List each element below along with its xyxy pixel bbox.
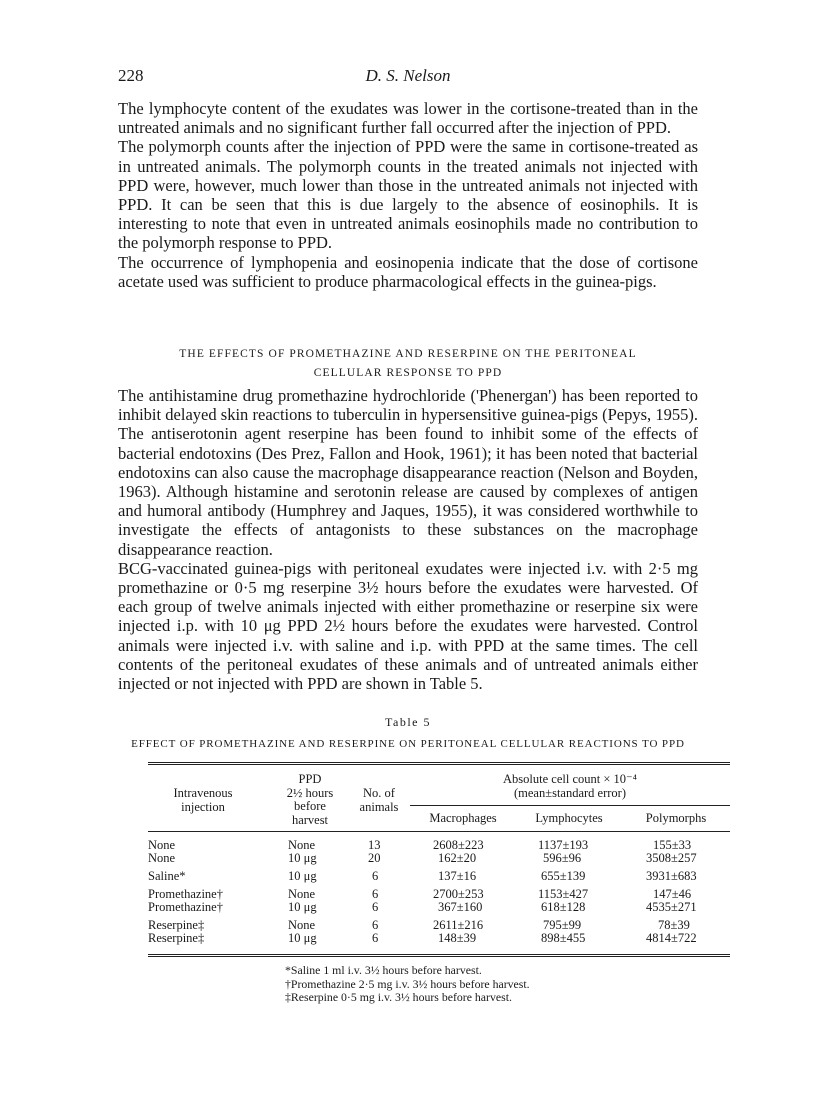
cell-polymorphs: 3508±257 (646, 851, 697, 865)
cell-ppd: None (288, 838, 316, 852)
cell-macrophages: 2700±253 (433, 887, 484, 901)
body-text-block-2 (118, 386, 698, 693)
paragraph: The polymorph counts after the injection of PPD were the same in cortisone-treated as in untreated animals. The polymorph counts in the treated animals not injected with PPD were, however, much lower than those in the untreated animals not injected with PPD. It can be seen that this is due largely to the absence of eosinophils. It is interesting to note that even in untreated animals eosinophils made no contribution to the polymorph response to PPD. (118, 137, 698, 253)
header-text: animals (359, 799, 399, 814)
cell-polymorphs: 3931±683 (646, 869, 697, 883)
table-top-rule (148, 762, 730, 765)
header-text: Absolute cell count × 10⁻⁴ (503, 772, 637, 786)
table-caption: Table 5 (385, 715, 431, 729)
cell-lymphocytes: 1153±427 (538, 887, 589, 901)
header-text: injection (181, 799, 225, 814)
footnote: ‡Reserpine 0·5 mg i.v. 3½ hours before harvest. (285, 990, 512, 1004)
cell-polymorphs: 155±33 (653, 838, 692, 852)
cell-polymorphs: 147±46 (653, 887, 692, 901)
paragraph: The lymphocyte content of the exudates was lower in the cortisone-treated than in the untreated animals and no significant further fall occurred after the injection of PPD. (118, 99, 698, 138)
header-intravenous-injection (148, 787, 258, 814)
cell-animals: 6 (372, 931, 379, 945)
cell-ppd: None (288, 918, 316, 932)
header-ppd (270, 773, 350, 827)
header-text: Intravenous (173, 786, 233, 800)
table-footnotes (285, 964, 530, 1005)
cell-polymorphs: 4535±271 (646, 900, 697, 914)
header-text: No. of (363, 786, 395, 800)
cell-macrophages: 2611±216 (433, 918, 484, 932)
section-heading (118, 345, 698, 383)
cell-macrophages: 162±20 (438, 851, 477, 865)
page-header (118, 66, 698, 90)
span-rule (410, 805, 730, 806)
header-text: PPD (298, 772, 322, 786)
paragraph: The occurrence of lymphopenia and eosinopenia indicate that the dose of cortisone acetate used was sufficient to produce pharmacological effects in the guinea-pigs. (118, 252, 698, 291)
cell-ppd: 10 μg (288, 900, 317, 914)
page-number: 228 (118, 66, 144, 85)
cell-polymorphs: 78±39 (658, 918, 690, 932)
cell-injection: None (148, 838, 176, 852)
cell-animals: 20 (368, 851, 381, 865)
table-title: EFFECT OF PROMETHAZINE AND RESERPINE ON PERITONEAL CELLULAR REACTIONS TO PPD (131, 738, 685, 750)
header-text: (mean±standard error) (513, 785, 626, 800)
cell-injection: Reserpine‡ (148, 918, 205, 932)
cell-ppd: 10 μg (288, 931, 317, 945)
cell-injection: Saline* (148, 869, 186, 883)
footnote: †Promethazine 2·5 mg i.v. 3½ hours before harvest. (285, 976, 530, 991)
cell-ppd: 10 μg (288, 869, 317, 883)
header-text: before (294, 799, 326, 813)
cell-lymphocytes: 1137±193 (538, 838, 589, 852)
cell-injection: Reserpine‡ (148, 931, 205, 945)
header-text: harvest (291, 812, 329, 827)
header-macrophages: Macrophages (429, 811, 497, 825)
cell-animals: 6 (372, 887, 379, 901)
cell-macrophages: 137±16 (438, 869, 477, 883)
cell-animals: 6 (372, 900, 379, 914)
cell-animals: 13 (368, 838, 381, 852)
header-lymphocytes: Lymphocytes (535, 811, 603, 825)
cell-animals: 6 (372, 918, 379, 932)
header-polymorphs: Polymorphs (645, 811, 707, 825)
cell-lymphocytes: 655±139 (541, 869, 586, 883)
cell-polymorphs: 4814±722 (646, 931, 697, 945)
cell-macrophages: 2608±223 (433, 838, 484, 852)
cell-macrophages: 367±160 (438, 900, 483, 914)
body-text-block-1 (118, 99, 698, 291)
running-head-author: D. S. Nelson (365, 66, 451, 85)
section-heading-line: THE EFFECTS OF PROMETHAZINE AND RESERPINE ON THE PERITONEAL (179, 348, 637, 360)
header-number-of-animals (348, 787, 410, 814)
cell-ppd: None (288, 887, 316, 901)
cell-macrophages: 148±39 (438, 931, 477, 945)
footnote: *Saline 1 ml i.v. 3½ hours before harvest. (285, 963, 482, 977)
cell-animals: 6 (372, 869, 379, 883)
cell-ppd: 10 μg (288, 851, 317, 865)
section-heading-line: CELLULAR RESPONSE TO PPD (313, 367, 503, 379)
cell-injection: Promethazine† (148, 900, 223, 914)
cell-injection: Promethazine† (148, 887, 223, 901)
header-rule (148, 831, 730, 832)
cell-lymphocytes: 618±128 (541, 900, 586, 914)
cell-injection: None (148, 851, 176, 865)
paragraph: The antihistamine drug promethazine hydrochloride ('Phenergan') has been reported to inhibit delayed skin reactions to tuberculin in hypersensitive guinea-pigs (Pepys, 1955). The antiserotonin agent reserpine has been found to inhibit some of the effects of bacterial endotoxins (Des Prez, Fallon and Hook, 1961); it has been noted that bacterial endotoxins can also cause the macrophage disappearance reaction (Nelson and Boyden, 1963). Although histamine and serotonin release are caused by complexes of antigen and humoral antibody (Humphrey and Jaques, 1955), it was considered worthwhile to investigate the effects of antagonists to these substances on the macrophage disappearance reaction. (118, 386, 698, 559)
table-bottom-rule (148, 954, 730, 957)
header-absolute-cell-count (410, 773, 730, 800)
cell-lymphocytes: 596±96 (543, 851, 582, 865)
paragraph: BCG-vaccinated guinea-pigs with peritoneal exudates were injected i.v. with 2·5 mg promethazine or 0·5 mg reserpine 3½ hours before the exudates were harvested. Of each group of twelve animals injected with either promethazine or reserpine six were injected i.p. with 10 μg PPD 2½ hours before the exudates were harvested. Control animals were injected i.v. with saline and i.p. with PPD at the same times. The cell contents of the peritoneal exudates of these animals and of untreated animals either injected or not injected with PPD are shown in Table 5. (118, 558, 698, 694)
header-text: 2½ hours (286, 785, 334, 800)
cell-lymphocytes: 795±99 (543, 918, 582, 932)
cell-lymphocytes: 898±455 (541, 931, 586, 945)
